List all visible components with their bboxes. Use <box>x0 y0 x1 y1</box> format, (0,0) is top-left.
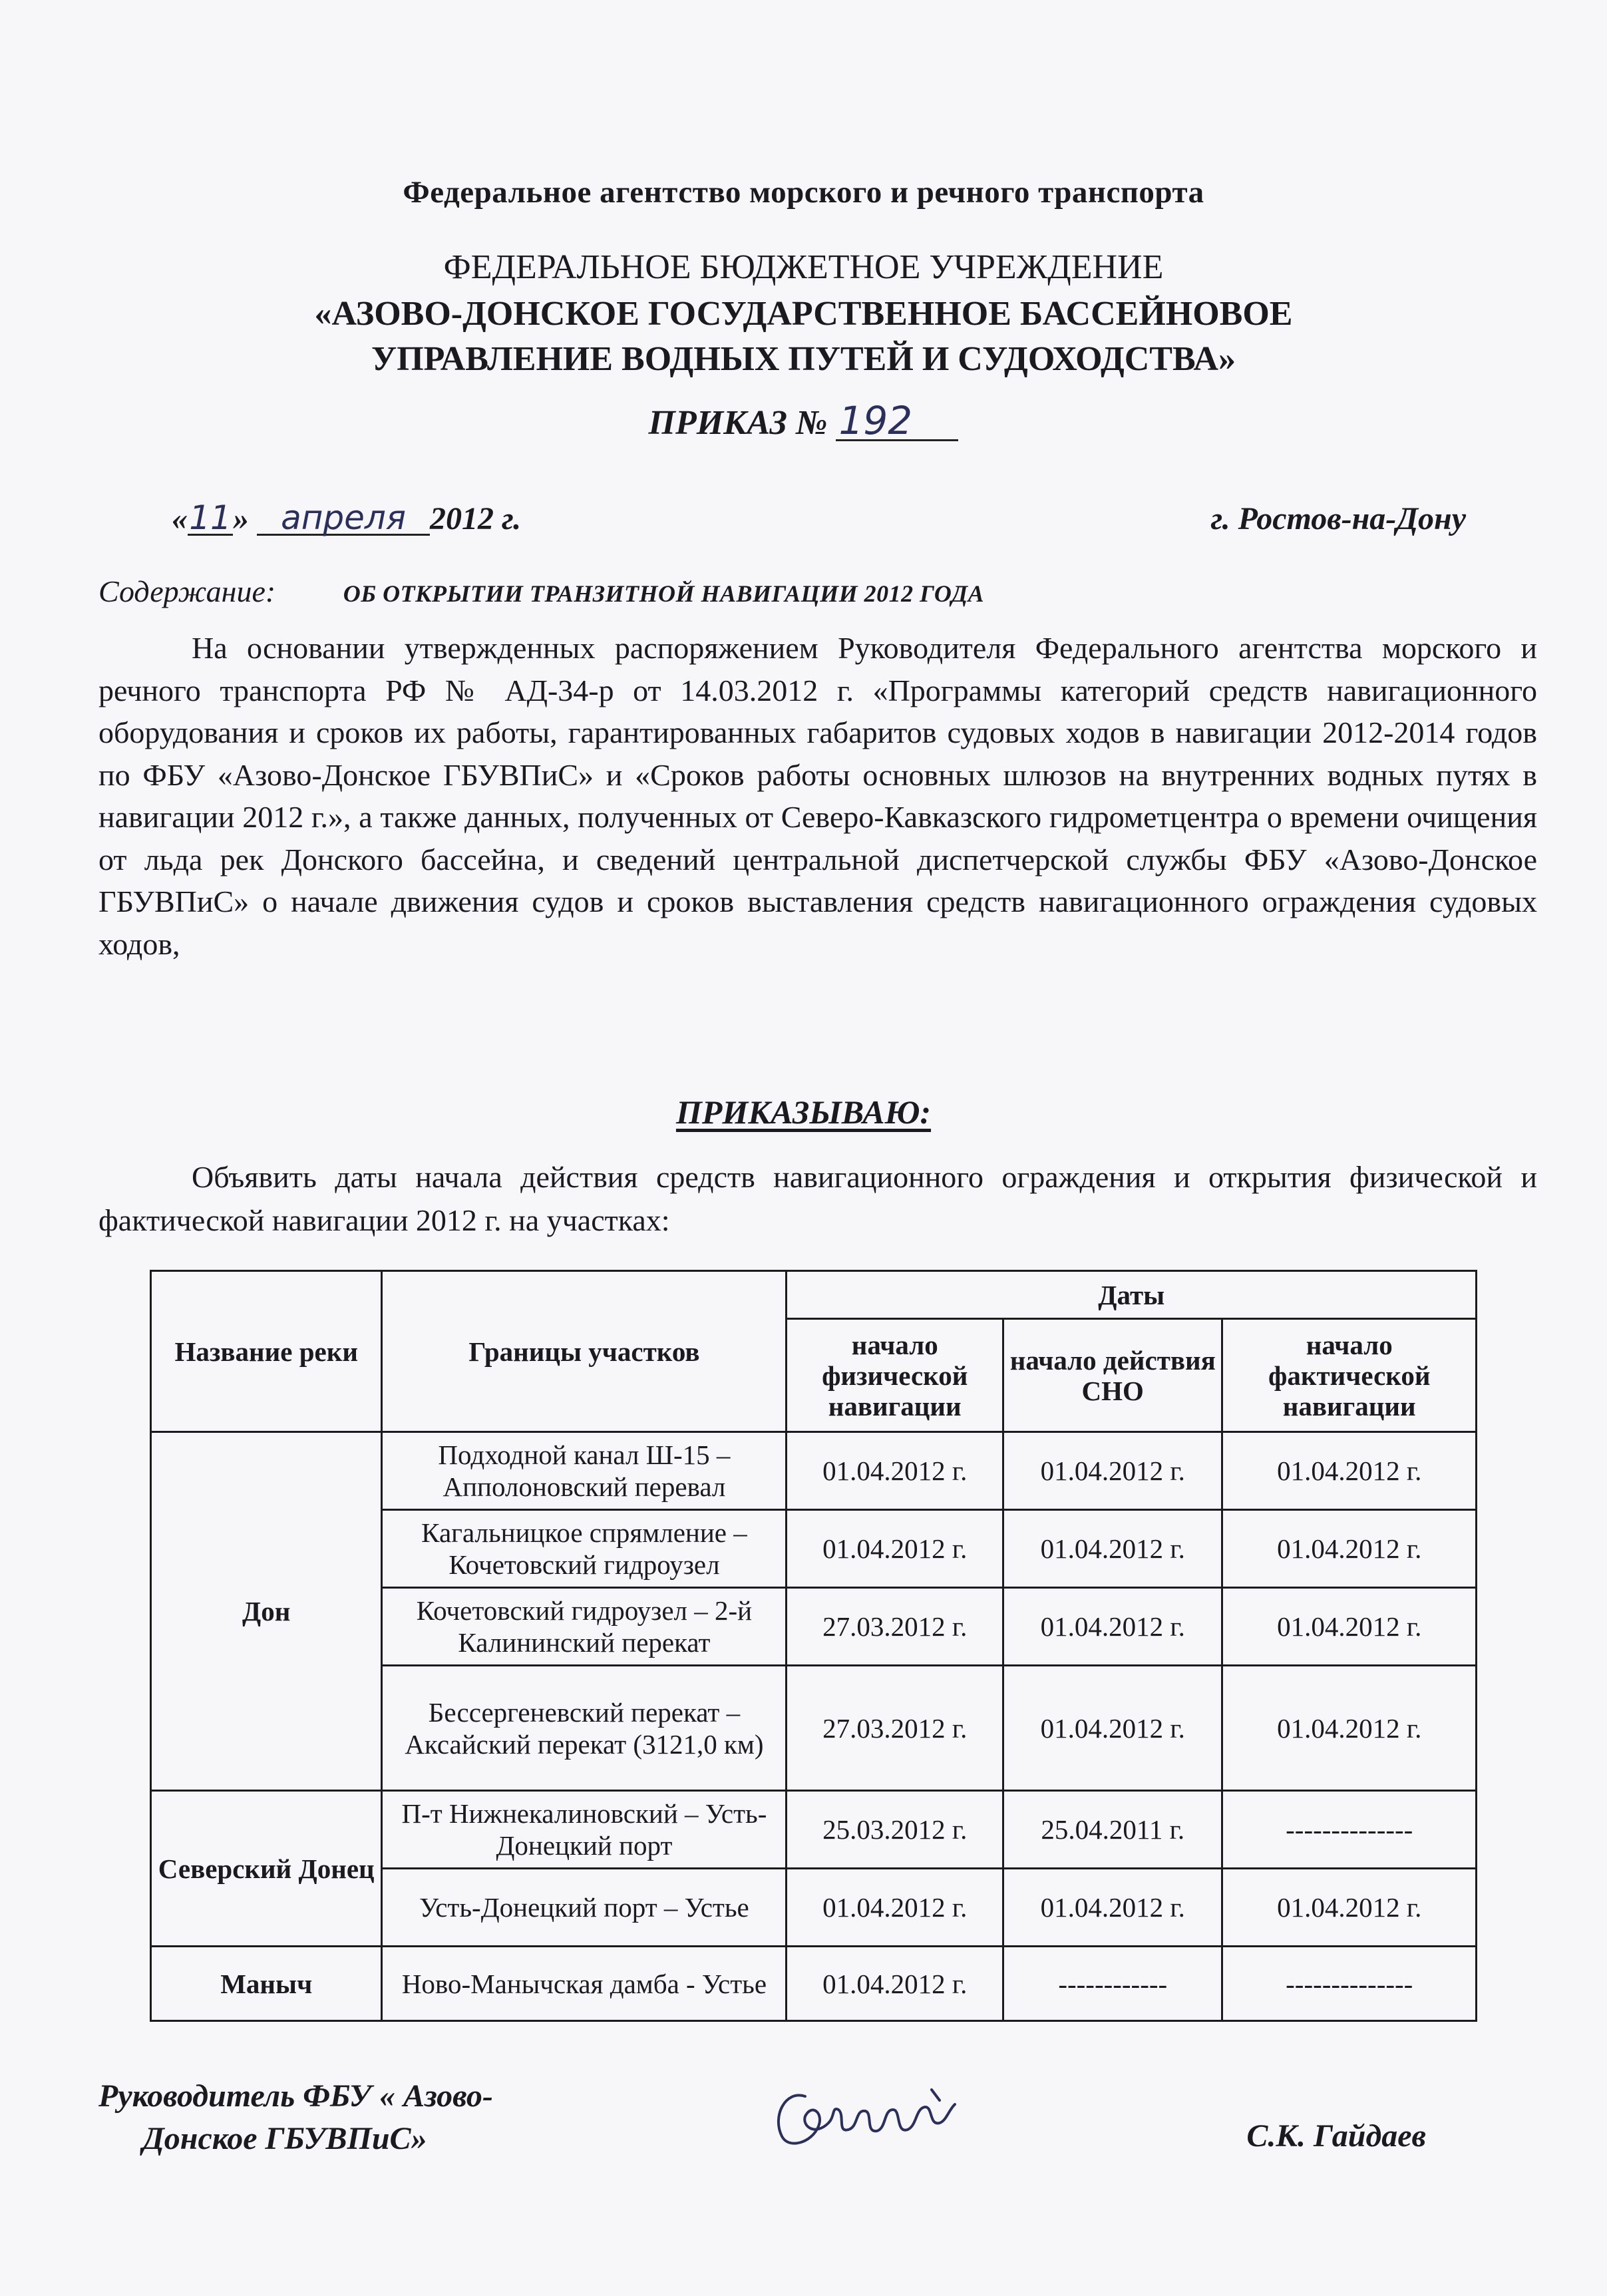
subject-value: ОБ ОТКРЫТИИ ТРАНЗИТНОЙ НАВИГАЦИИ 2012 ГОДА <box>343 580 985 607</box>
segment-cell: Ново-Манычская дамба - Устье <box>382 1947 787 2021</box>
order-number: 192 <box>836 402 958 441</box>
order-city: г. Ростов-на-Дону <box>1210 501 1466 536</box>
factual-date-cell: 01.04.2012 г. <box>1222 1588 1477 1666</box>
river-cell: Маныч <box>151 1947 382 2021</box>
river-cell: Северский Донец <box>151 1791 382 1947</box>
handwritten-signature <box>765 2070 965 2156</box>
segment-cell: Кагальницкое спрямление – Кочетовский гидроузел <box>382 1510 787 1588</box>
table-row <box>151 1432 1477 1510</box>
signatory-role-line-1: Руководитель ФБУ « Азово- <box>98 2078 493 2114</box>
order-basis-text <box>98 627 1537 965</box>
subject-label: Содержание: <box>98 574 276 608</box>
sno-date-cell: 25.04.2011 г. <box>1003 1791 1222 1869</box>
signatory-name: С.К. Гайдаев <box>1246 2118 1426 2154</box>
signatory-role <box>98 2075 493 2160</box>
institution-line-3: УПРАВЛЕНИЕ ВОДНЫХ ПУТЕЙ И СУДОХОДСТВА» <box>371 340 1236 378</box>
physical-date-cell: 27.03.2012 г. <box>787 1666 1003 1791</box>
header-factual: начало фактической навигации <box>1222 1319 1477 1432</box>
factual-date-cell: -------------- <box>1222 1791 1477 1869</box>
physical-date-cell: 25.03.2012 г. <box>787 1791 1003 1869</box>
sno-date-cell: 01.04.2012 г. <box>1003 1432 1222 1510</box>
date-close-quote: » <box>233 501 249 536</box>
factual-date-cell: -------------- <box>1222 1947 1477 2021</box>
segment-cell: П-т Нижнекалиновский – Усть-Донецкий порт <box>382 1791 787 1869</box>
table-row <box>151 1947 1477 2021</box>
sno-date-cell: 01.04.2012 г. <box>1003 1510 1222 1588</box>
river-cell: Дон <box>151 1432 382 1791</box>
sno-date-cell: 01.04.2012 г. <box>1003 1666 1222 1791</box>
table-row <box>151 1791 1477 1869</box>
factual-date-cell: 01.04.2012 г. <box>1222 1432 1477 1510</box>
date-year: 2012 г. <box>430 501 522 536</box>
order-subject <box>98 574 984 609</box>
segment-cell: Подходной канал Ш-15 – Апполоновский перевал <box>382 1432 787 1510</box>
order-date <box>172 500 521 537</box>
physical-date-cell: 27.03.2012 г. <box>787 1588 1003 1666</box>
basis-paragraph: На основании утвержденных распоряжением Руководителя Федерального агентства морского и речного транспорта РФ № АД-34-р от 14.03.2012 г. «Программы категорий средств навигационного оборудования и сроков их работы, гарантированных габаритов судовых ходов в навигации 2012-2014 годов по ФБУ «Азово-Донское ГБУВПиС» и «Сроков работы основных шлюзов на внутренних водных путях в навигации 2012 г.», а также данных, полученных от Северо-Кавказского гидрометцентра о времени очищения от льда рек Донского бассейна, и сведений центральной диспетчерской службы ФБУ «Азово-Донское ГБУВПиС» о начале движения судов и сроков выставления средств навигационного ограждения судовых ходов, <box>98 631 1537 961</box>
order-heading <box>0 398 1607 443</box>
segment-cell: Усть-Донецкий порт – Устье <box>382 1869 787 1947</box>
announce-text <box>98 1155 1537 1242</box>
physical-date-cell: 01.04.2012 г. <box>787 1432 1003 1510</box>
header-dates: Даты <box>787 1271 1477 1319</box>
header-sno: начало действия СНО <box>1003 1319 1222 1432</box>
date-month: апреля <box>257 502 430 536</box>
physical-date-cell: 01.04.2012 г. <box>787 1510 1003 1588</box>
signatory-role-line-2: Донское ГБУВПиС» <box>142 2121 427 2156</box>
institution-line-1: ФЕДЕРАЛЬНОЕ БЮДЖЕТНОЕ УЧРЕЖДЕНИЕ <box>443 248 1164 286</box>
date-open-quote: « <box>172 501 188 536</box>
header-river: Название реки <box>151 1271 382 1432</box>
header-physical: начало физической навигации <box>787 1319 1003 1432</box>
segment-cell: Бессергеневский перекат – Аксайский перекат (3121,0 км) <box>382 1666 787 1791</box>
header-segment: Границы участков <box>382 1271 787 1432</box>
agency-name: Федеральное агентство морского и речного транспорта <box>403 175 1204 210</box>
prikazyvayu-heading: ПРИКАЗЫВАЮ: <box>675 1093 932 1131</box>
order-label: ПРИКАЗ № <box>648 404 828 442</box>
factual-date-cell: 01.04.2012 г. <box>1222 1510 1477 1588</box>
sno-date-cell: ------------ <box>1003 1947 1222 2021</box>
physical-date-cell: 01.04.2012 г. <box>787 1869 1003 1947</box>
institution-line-2: «АЗОВО-ДОНСКОЕ ГОСУДАРСТВЕННОЕ БАССЕЙНОВОЕ <box>314 295 1293 333</box>
factual-date-cell: 01.04.2012 г. <box>1222 1869 1477 1947</box>
navigation-dates-table <box>150 1270 1477 2022</box>
date-day: 11 <box>188 502 233 536</box>
physical-date-cell: 01.04.2012 г. <box>787 1947 1003 2021</box>
announce-paragraph: Объявить даты начала действия средств навигационного ограждения и открытия физической и фактической навигации 2012 г. на участках: <box>98 1160 1537 1237</box>
segment-cell: Кочетовский гидроузел – 2-й Калининский перекат <box>382 1588 787 1666</box>
sno-date-cell: 01.04.2012 г. <box>1003 1869 1222 1947</box>
sno-date-cell: 01.04.2012 г. <box>1003 1588 1222 1666</box>
factual-date-cell: 01.04.2012 г. <box>1222 1666 1477 1791</box>
